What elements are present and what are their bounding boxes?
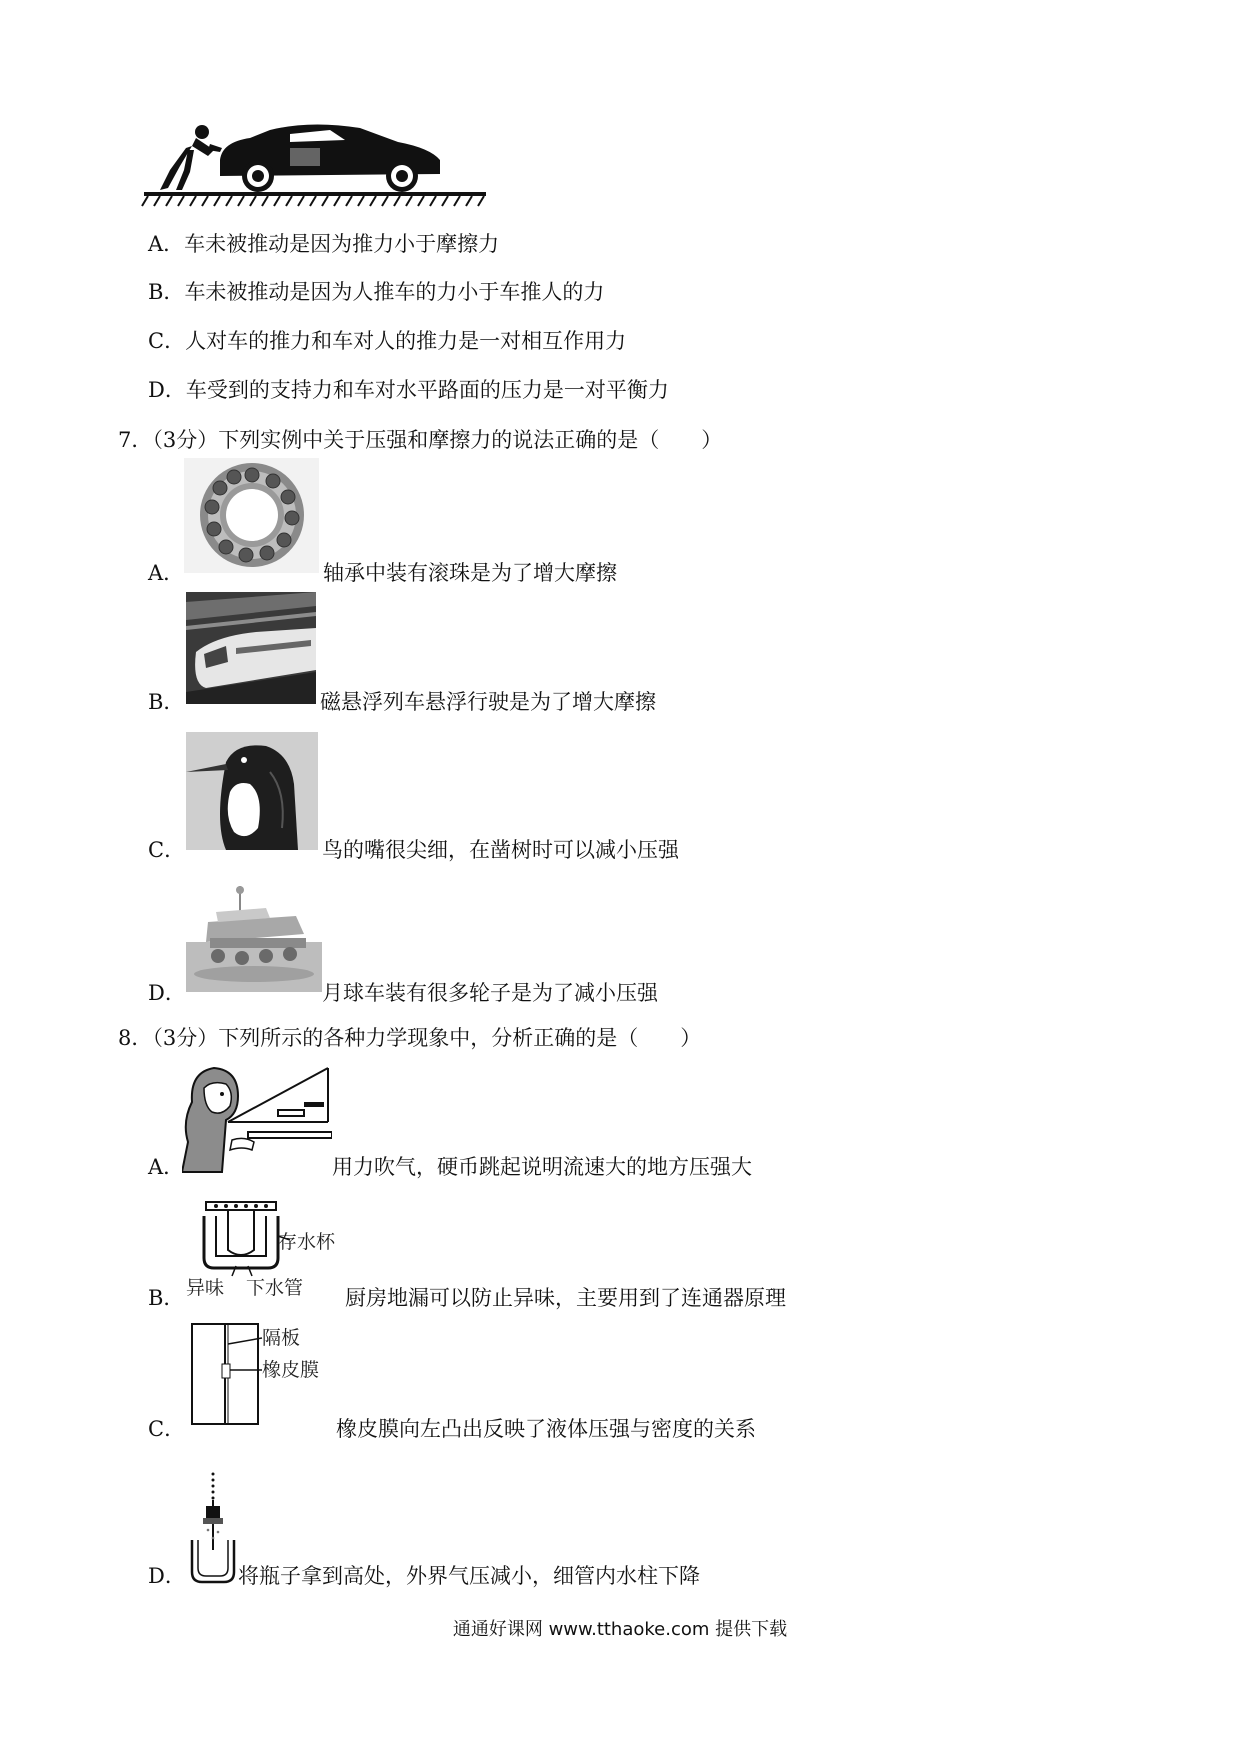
q7-option-b-letter: B． [148, 690, 185, 714]
q6-option-a [148, 228, 499, 258]
q7-option-a-letter: A． [148, 561, 185, 585]
q7-title: 7．（3分）下列实例中关于压强和摩擦力的说法正确的是（ ） [118, 428, 723, 452]
q8-option-b-text: 厨房地漏可以防止异味，主要用到了连通器原理 [345, 1286, 786, 1310]
label-membrane: 橡皮膜 [262, 1359, 320, 1381]
bearing-figure [184, 458, 319, 573]
q7-option-d-letter: D． [148, 981, 186, 1005]
push-car-figure [140, 120, 500, 210]
option-text: 人对车的推力和车对人的推力是一对相互作用力 [185, 329, 627, 353]
q8-option-b-letter: B． [148, 1286, 185, 1310]
q7-option-c-text: 鸟的嘴很尖细，在凿树时可以减小压强 [322, 838, 679, 862]
option-letter: D． [148, 378, 186, 402]
q6-option-c [148, 325, 626, 355]
q8-option-c-text: 橡皮膜向左凸出反映了液体压强与密度的关系 [336, 1417, 756, 1441]
q8-title: 8．（3分）下列所示的各种力学现象中，分析正确的是（ ） [118, 1026, 702, 1050]
lunar-rover-figure [186, 882, 322, 992]
option-letter: B． [148, 280, 185, 304]
q6-option-b [148, 276, 604, 306]
label-odor: 异味 [186, 1277, 225, 1299]
maglev-train-figure [186, 592, 316, 704]
q8-option-d-text: 将瓶子拿到高处，外界气压减小，细管内水柱下降 [238, 1564, 700, 1588]
bottle-tube-figure [188, 1470, 238, 1590]
q8-option-d-letter: D． [148, 1564, 186, 1588]
q7-option-b-text: 磁悬浮列车悬浮行驶是为了增大摩擦 [320, 690, 656, 714]
q8-option-c-letter: C． [148, 1417, 186, 1441]
q7-option-c-letter: C． [148, 838, 186, 862]
option-letter: A． [148, 232, 185, 256]
q7-option-d-text: 月球车装有很多轮子是为了减小压强 [322, 981, 658, 1005]
q8-option-a-text: 用力吹气，硬币跳起说明流速大的地方压强大 [332, 1155, 752, 1179]
option-letter: C． [148, 329, 186, 353]
q8-option-a-letter: A． [148, 1155, 185, 1179]
q7-option-a-text: 轴承中装有滚珠是为了增大摩擦 [323, 561, 617, 585]
option-text: 车受到的支持力和车对水平路面的压力是一对平衡力 [185, 378, 669, 402]
woodpecker-figure [186, 732, 318, 850]
option-text: 车未被推动是因为人推车的力小于车推人的力 [184, 280, 605, 304]
floor-drain-figure [186, 1196, 346, 1306]
option-text: 车未被推动是因为推力小于摩擦力 [184, 232, 500, 256]
q6-option-d [148, 374, 669, 404]
label-cup: 存水杯 [278, 1231, 336, 1253]
footer-source: 通通好课网 www.tthaoke.com 提供下载 [452, 1619, 788, 1640]
label-pipe: 下水管 [246, 1277, 304, 1299]
label-partition: 隔板 [262, 1327, 301, 1349]
blowing-coin-figure [182, 1062, 332, 1174]
partition-membrane-figure [188, 1320, 338, 1430]
